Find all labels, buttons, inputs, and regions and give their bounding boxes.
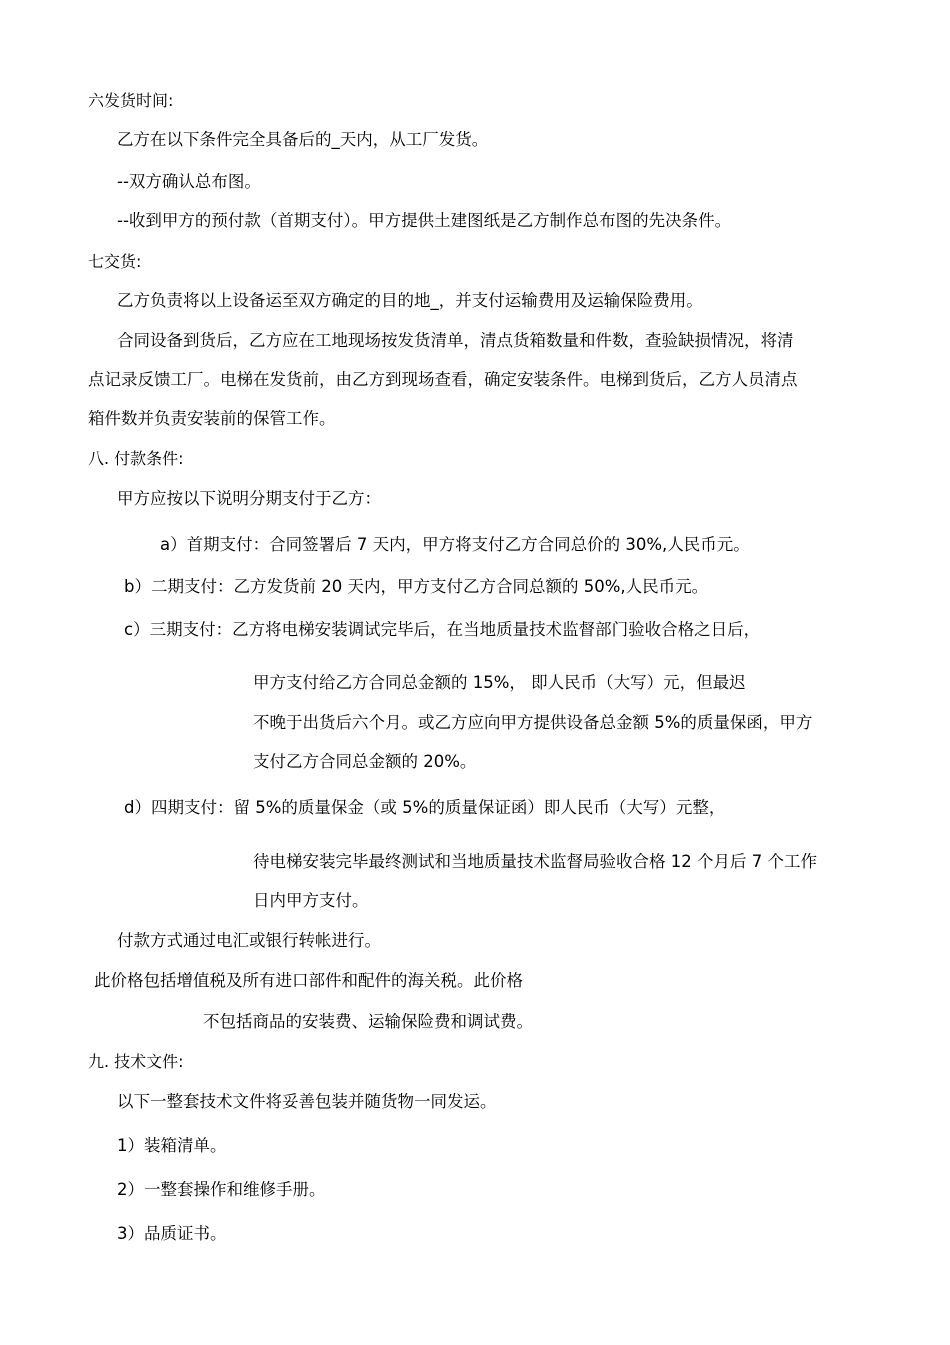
section-6-heading: 六发货时间: — [88, 91, 174, 110]
section-9-intro: 以下一整套技术文件将妥善包装并随货物一同发运。 — [117, 1092, 497, 1111]
payment-item-c-detail-3: 支付乙方合同总金额的 20%。 — [253, 752, 477, 771]
payment-item-c: c）三期支付：乙方将电梯安装调试完毕后，在当地质量技术监督部门验收合格之日后， — [124, 620, 761, 639]
payment-item-c-detail-1: 甲方支付给乙方合同总金额的 15%， 即人民币（大写）元，但最迟 — [253, 673, 746, 692]
tech-doc-item-2: 2）一整套操作和维修手册。 — [117, 1180, 326, 1199]
section-6-paragraph-2: --双方确认总布图。 — [117, 172, 261, 191]
section-6-paragraph-1: 乙方在以下条件完全具备后的_天内，从工厂发货。 — [117, 130, 489, 149]
payment-item-b: b）二期支付：乙方发货前 20 天内，甲方支付乙方合同总额的 50%,人民币元。 — [124, 577, 709, 596]
payment-item-c-detail-2: 不晚于出货后六个月。或乙方应向甲方提供设备总金额 5%的质量保函，甲方 — [253, 713, 813, 732]
section-7-paragraph-2-line-3: 箱件数并负责安装前的保管工作。 — [88, 409, 336, 428]
tech-doc-item-1: 1）装箱清单。 — [117, 1136, 227, 1155]
price-note-line-1: 此价格包括增值税及所有进口部件和配件的海关税。此价格 — [94, 971, 523, 990]
payment-item-d-detail-2: 日内甲方支付。 — [253, 891, 369, 910]
tech-doc-item-3: 3）品质证书。 — [117, 1224, 227, 1243]
section-9-heading: 九. 技术文件: — [88, 1052, 184, 1071]
payment-item-d-detail-1: 待电梯安装完毕最终测试和当地质量技术监督局验收合格 12 个月后 7 个工作 — [253, 852, 817, 871]
section-6-paragraph-3: --收到甲方的预付款（首期支付）。甲方提供土建图纸是乙方制作总布图的先决条件。 — [117, 211, 732, 230]
price-note-line-2: 不包括商品的安装费、运输保险费和调试费。 — [203, 1012, 533, 1031]
section-8-intro: 甲方应按以下说明分期支付于乙方： — [117, 489, 381, 508]
section-7-heading: 七交货: — [88, 252, 142, 271]
payment-item-d: d）四期支付：留 5%的质量保金（或 5%的质量保证函）即人民币（大写）元整， — [124, 798, 726, 817]
section-7-paragraph-2-line-2: 点记录反馈工厂。电梯在发货前，由乙方到现场查看，确定安装条件。电梯到货后，乙方人员清点 — [88, 370, 798, 389]
section-7-paragraph-2-line-1: 合同设备到货后，乙方应在工地现场按发货清单，清点货箱数量和件数，查验缺损情况，将清 — [117, 331, 794, 350]
payment-item-a: a）首期支付：合同签署后 7 天内，甲方将支付乙方合同总价的 30%,人民币元。 — [160, 535, 750, 554]
section-7-paragraph-1: 乙方负责将以上设备运至双方确定的目的地_，并支付运输费用及运输保险费用。 — [117, 291, 703, 310]
section-8-heading: 八. 付款条件: — [88, 449, 184, 468]
payment-method: 付款方式通过电汇或银行转帐进行。 — [117, 931, 381, 950]
